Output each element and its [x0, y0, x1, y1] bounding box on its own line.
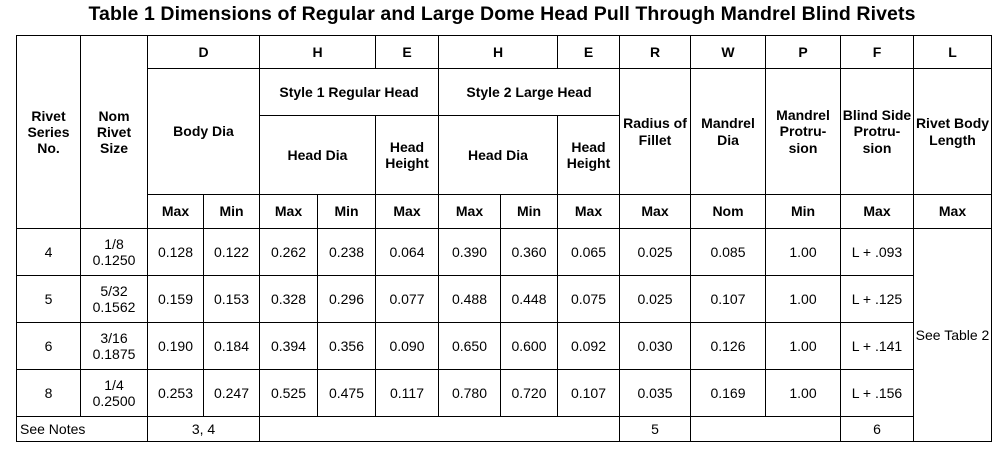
cell-nom-dec: 0.1875 — [92, 346, 136, 362]
header-style2: Style 2 Large Head — [439, 69, 620, 116]
notes-r: 5 — [620, 417, 691, 442]
header-nom-size: Nom Rivet Size — [81, 36, 148, 229]
cell-w: 0.169 — [691, 370, 766, 417]
notes-empty-2 — [691, 417, 841, 442]
cell-h1-min: 0.238 — [318, 229, 376, 276]
cell-d-min: 0.153 — [204, 276, 260, 323]
cell-w: 0.107 — [691, 276, 766, 323]
header-letter-w: W — [691, 36, 766, 69]
header-head-height-1: Head Height — [376, 116, 439, 195]
header-letter-e1: E — [376, 36, 439, 69]
cell-h2-min: 0.720 — [501, 370, 558, 417]
header-letter-p: P — [766, 36, 841, 69]
cell-e2: 0.075 — [558, 276, 620, 323]
cell-series: 6 — [17, 323, 81, 370]
header-body-dia: Body Dia — [148, 69, 260, 195]
sub-w-nom: Nom — [691, 195, 766, 229]
header-head-dia-1: Head Dia — [260, 116, 376, 195]
cell-nom-frac: 1/4 — [104, 376, 124, 393]
sub-h2-min: Min — [501, 195, 558, 229]
table-row — [17, 370, 992, 417]
sub-d-min: Min — [204, 195, 260, 229]
sub-r-max: Max — [620, 195, 691, 229]
cell-d-min: 0.247 — [204, 370, 260, 417]
cell-e2: 0.065 — [558, 229, 620, 276]
sub-p-min: Min — [766, 195, 841, 229]
cell-nom-size — [81, 276, 148, 323]
cell-series: 8 — [17, 370, 81, 417]
notes-label: See Notes — [17, 417, 148, 442]
cell-p: 1.00 — [766, 370, 841, 417]
header-letter-r: R — [620, 36, 691, 69]
cell-h2-max: 0.780 — [439, 370, 501, 417]
sub-l-max: Max — [914, 195, 992, 229]
cell-h1-max: 0.262 — [260, 229, 318, 276]
cell-h1-min: 0.475 — [318, 370, 376, 417]
cell-e1: 0.077 — [376, 276, 439, 323]
table-row — [17, 323, 992, 370]
cell-f: L + .141 — [841, 323, 914, 370]
cell-nom-size — [81, 323, 148, 370]
header-blind-side: Blind Side Protru- sion — [841, 69, 914, 195]
sub-f-max: Max — [841, 195, 914, 229]
header-radius: Radius of Fillet — [620, 69, 691, 195]
notes-d: 3, 4 — [148, 417, 260, 442]
cell-see-table: See Table 2 — [914, 229, 992, 442]
cell-h1-max: 0.328 — [260, 276, 318, 323]
cell-e1: 0.117 — [376, 370, 439, 417]
header-mandrel-dia: Mandrel Dia — [691, 69, 766, 195]
cell-h2-max: 0.650 — [439, 323, 501, 370]
notes-row — [17, 417, 992, 442]
cell-d-max: 0.190 — [148, 323, 204, 370]
cell-e2: 0.092 — [558, 323, 620, 370]
cell-h2-max: 0.390 — [439, 229, 501, 276]
header-letter-h1: H — [260, 36, 376, 69]
sub-h1-max: Max — [260, 195, 318, 229]
cell-d-min: 0.184 — [204, 323, 260, 370]
header-letter-f: F — [841, 36, 914, 69]
cell-nom-dec: 0.1562 — [92, 299, 136, 315]
cell-r: 0.025 — [620, 276, 691, 323]
sub-e1-max: Max — [376, 195, 439, 229]
cell-d-max: 0.159 — [148, 276, 204, 323]
cell-h2-min: 0.600 — [501, 323, 558, 370]
cell-d-max: 0.253 — [148, 370, 204, 417]
cell-nom-dec: 0.1250 — [92, 252, 136, 268]
table-row — [17, 276, 992, 323]
cell-r: 0.035 — [620, 370, 691, 417]
table-title: Table 1 Dimensions of Regular and Large Dome Head Pull Through Mandrel Blind Rivets — [88, 3, 916, 25]
cell-d-max: 0.128 — [148, 229, 204, 276]
cell-nom-frac: 5/32 — [100, 282, 128, 299]
header-mandrel-protrusion: Mandrel Protru- sion — [766, 69, 841, 195]
header-style1: Style 1 Regular Head — [260, 69, 439, 116]
header-letter-h2: H — [439, 36, 558, 69]
cell-nom-frac: 1/8 — [104, 235, 124, 252]
cell-f: L + .093 — [841, 229, 914, 276]
cell-nom-frac: 3/16 — [100, 329, 128, 346]
cell-series: 4 — [17, 229, 81, 276]
notes-empty-1 — [260, 417, 620, 442]
cell-h2-min: 0.448 — [501, 276, 558, 323]
cell-h2-min: 0.360 — [501, 229, 558, 276]
header-row-letters — [17, 36, 992, 69]
cell-d-min: 0.122 — [204, 229, 260, 276]
cell-nom-size — [81, 370, 148, 417]
cell-f: L + .156 — [841, 370, 914, 417]
header-rivet-series: Rivet Series No. — [17, 36, 81, 229]
cell-h1-min: 0.356 — [318, 323, 376, 370]
cell-nom-dec: 0.2500 — [92, 393, 136, 409]
header-row-styles — [17, 69, 992, 116]
header-head-height-2: Head Height — [558, 116, 620, 195]
header-head-dia-2: Head Dia — [439, 116, 558, 195]
header-row-limits — [17, 195, 992, 229]
header-rivet-body-length: Rivet Body Length — [914, 69, 992, 195]
header-letter-d: D — [148, 36, 260, 69]
dimensions-table — [16, 35, 992, 442]
cell-h2-max: 0.488 — [439, 276, 501, 323]
sub-d-max: Max — [148, 195, 204, 229]
cell-r: 0.025 — [620, 229, 691, 276]
cell-nom-size — [81, 229, 148, 276]
cell-h1-min: 0.296 — [318, 276, 376, 323]
sub-h1-min: Min — [318, 195, 376, 229]
cell-h1-max: 0.394 — [260, 323, 318, 370]
cell-w: 0.085 — [691, 229, 766, 276]
header-letter-l: L — [914, 36, 992, 69]
cell-p: 1.00 — [766, 229, 841, 276]
notes-f: 6 — [841, 417, 914, 442]
cell-series: 5 — [17, 276, 81, 323]
cell-w: 0.126 — [691, 323, 766, 370]
cell-e2: 0.107 — [558, 370, 620, 417]
cell-h1-max: 0.525 — [260, 370, 318, 417]
cell-p: 1.00 — [766, 323, 841, 370]
cell-e1: 0.064 — [376, 229, 439, 276]
cell-f: L + .125 — [841, 276, 914, 323]
sub-h2-max: Max — [439, 195, 501, 229]
cell-p: 1.00 — [766, 276, 841, 323]
header-letter-e2: E — [558, 36, 620, 69]
cell-r: 0.030 — [620, 323, 691, 370]
sub-e2-max: Max — [558, 195, 620, 229]
table-row — [17, 229, 992, 276]
cell-e1: 0.090 — [376, 323, 439, 370]
